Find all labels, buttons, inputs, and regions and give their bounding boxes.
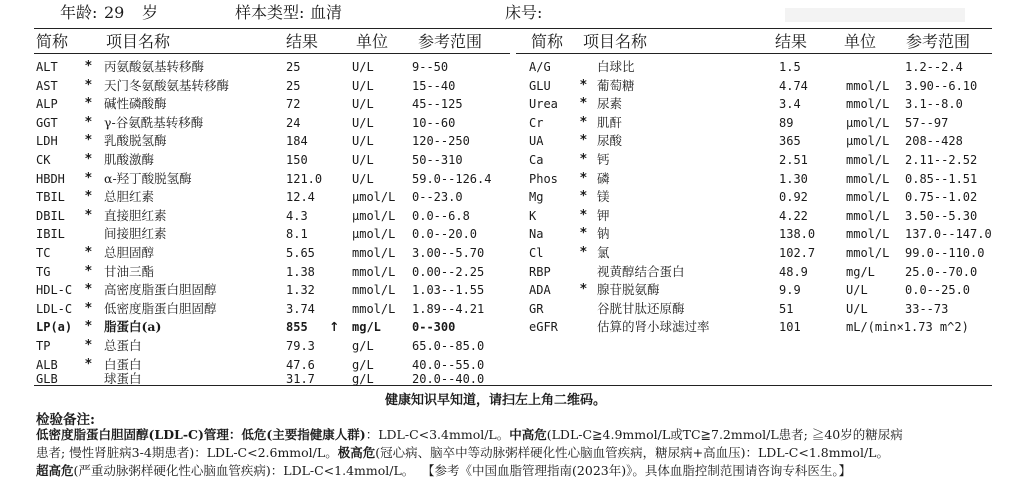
test-range: 0--23.0 bbox=[412, 190, 463, 205]
test-unit: U/L bbox=[846, 283, 868, 298]
test-unit: U/L bbox=[352, 153, 374, 167]
test-abbr: HBDH bbox=[36, 171, 65, 186]
test-unit: U/L bbox=[352, 115, 374, 130]
test-name: 磷 bbox=[597, 170, 610, 186]
test-abbr: GGT bbox=[36, 115, 58, 130]
star-marker: * bbox=[85, 96, 92, 112]
table-row bbox=[0, 151, 1028, 169]
test-name: 总胆红素 bbox=[104, 189, 155, 205]
test-result: 102.7 bbox=[779, 246, 816, 260]
star-marker: * bbox=[580, 96, 587, 112]
test-range: 1.03--1.55 bbox=[412, 283, 485, 298]
test-name: 视黄醇结合蛋白 bbox=[597, 263, 685, 279]
test-range: 45--125 bbox=[412, 97, 463, 112]
test-unit: mmol/L bbox=[846, 208, 890, 223]
test-abbr: TG bbox=[36, 264, 51, 279]
star-marker: * bbox=[85, 133, 92, 149]
test-name: 白球比 bbox=[597, 59, 635, 74]
test-abbr: K bbox=[529, 208, 537, 223]
star-marker: * bbox=[85, 170, 92, 186]
test-abbr: Phos bbox=[529, 171, 558, 186]
mid-high-risk-label: 中高危 bbox=[509, 427, 547, 442]
test-unit: μmol/L bbox=[846, 115, 890, 130]
table-row bbox=[0, 281, 1028, 299]
table-row bbox=[0, 263, 1028, 281]
remarks-title: 检验备注: bbox=[36, 412, 95, 428]
table-row bbox=[0, 244, 1028, 262]
test-result: 4.22 bbox=[779, 208, 808, 223]
guideline-reference: 【参考《中国血脂管理指南(2023年)》。具体血脂控制范围请咨询专科医生。】 bbox=[428, 463, 852, 478]
remarks-line-2 bbox=[36, 444, 889, 462]
test-name: 总胆固醇 bbox=[104, 245, 155, 260]
test-result: 31.7 bbox=[286, 372, 315, 386]
table-row bbox=[0, 300, 1028, 318]
test-unit: mg/L bbox=[846, 264, 875, 279]
table-row bbox=[0, 318, 1028, 336]
test-name: 肌酸激酶 bbox=[104, 152, 155, 167]
table-row bbox=[0, 132, 1028, 150]
star-marker: * bbox=[85, 189, 92, 205]
test-range: 65.0--85.0 bbox=[412, 339, 485, 353]
test-unit: mg/L bbox=[352, 320, 381, 335]
test-unit: U/L bbox=[352, 97, 374, 112]
remarks-line-1 bbox=[36, 426, 903, 444]
test-abbr: DBIL bbox=[36, 208, 65, 223]
test-name: 尿酸 bbox=[597, 133, 623, 149]
test-unit: U/L bbox=[352, 60, 374, 74]
test-unit: U/L bbox=[352, 171, 374, 186]
test-result: 1.32 bbox=[286, 283, 315, 298]
col-result-right: 结果 bbox=[775, 32, 808, 51]
test-name: 钙 bbox=[597, 152, 610, 167]
test-unit: mmol/L bbox=[352, 264, 396, 279]
test-name: 球蛋白 bbox=[104, 371, 142, 386]
test-result: 101 bbox=[779, 320, 801, 335]
star-marker: * bbox=[580, 77, 587, 93]
star-marker: * bbox=[85, 207, 92, 223]
test-range: 20.0--40.0 bbox=[412, 372, 485, 386]
test-result: 365 bbox=[779, 134, 801, 149]
test-name: 间接胆红素 bbox=[104, 226, 167, 242]
test-range: 33--73 bbox=[905, 301, 949, 316]
test-unit: mmol/L bbox=[846, 97, 890, 112]
test-abbr: ALB bbox=[36, 357, 58, 372]
test-result: 0.92 bbox=[779, 190, 808, 205]
table-row bbox=[0, 225, 1028, 243]
star-marker: * bbox=[580, 170, 587, 186]
star-marker: * bbox=[580, 152, 587, 167]
table-row bbox=[0, 207, 1028, 225]
extreme-risk-criteria: (严重动脉粥样硬化性心脑血管疾病)：LDL-C<1.4mmol/L。 bbox=[73, 463, 415, 478]
test-abbr: Mg bbox=[529, 190, 544, 205]
test-result: 5.65 bbox=[286, 246, 315, 260]
test-name: 钾 bbox=[597, 207, 610, 223]
test-range: 3.90--6.10 bbox=[905, 78, 978, 93]
test-abbr: GLU bbox=[529, 78, 551, 93]
star-marker: * bbox=[85, 356, 92, 372]
sample-type-label: 样本类型: bbox=[235, 3, 305, 22]
age-value: 29 bbox=[104, 3, 125, 22]
test-name: 碱性磷酸酶 bbox=[104, 96, 167, 112]
test-range: 0.00--2.25 bbox=[412, 264, 485, 279]
test-result: 1.38 bbox=[286, 264, 315, 279]
test-unit: mL/(min×1.73 m^2) bbox=[846, 320, 969, 335]
sample-type-value: 血清 bbox=[310, 3, 343, 22]
test-result: 9.9 bbox=[779, 283, 801, 298]
star-marker: * bbox=[85, 282, 92, 298]
test-abbr: Cl bbox=[529, 246, 544, 260]
test-range: 1.89--4.21 bbox=[412, 301, 485, 316]
test-unit: μmol/L bbox=[352, 227, 396, 242]
test-unit: U/L bbox=[846, 301, 868, 316]
test-range: 208--428 bbox=[905, 134, 963, 149]
test-result: 25 bbox=[286, 78, 301, 93]
test-unit: μmol/L bbox=[352, 190, 396, 205]
header-rule-right bbox=[516, 53, 992, 54]
test-unit: μmol/L bbox=[846, 134, 890, 149]
test-range: 0.0--20.0 bbox=[412, 227, 478, 242]
ldl-management-heading: 低密度脂蛋白胆固醇(LDL-C)管理：低危(主要指健康人群) bbox=[36, 427, 366, 442]
test-unit: U/L bbox=[352, 134, 374, 149]
test-name: γ-谷氨酰基转移酶 bbox=[104, 114, 204, 130]
age-unit: 岁 bbox=[142, 3, 159, 22]
extreme-risk-label: 超高危 bbox=[36, 463, 74, 478]
test-unit: mmol/L bbox=[846, 227, 890, 242]
test-result: 89 bbox=[779, 115, 794, 130]
test-range: 59.0--126.4 bbox=[412, 171, 492, 186]
test-abbr: ALP bbox=[36, 97, 58, 112]
star-marker: * bbox=[85, 152, 92, 167]
test-abbr: Ca bbox=[529, 153, 544, 167]
test-name: 腺苷脱氨酶 bbox=[597, 282, 660, 298]
col-name-right: 项目名称 bbox=[583, 32, 648, 51]
test-name: 白蛋白 bbox=[104, 356, 142, 372]
test-result: 8.1 bbox=[286, 227, 308, 242]
test-abbr: ADA bbox=[529, 283, 551, 298]
test-abbr: TP bbox=[36, 339, 51, 353]
header-rule-left bbox=[34, 53, 510, 54]
test-abbr: LDL-C bbox=[36, 301, 73, 316]
test-unit: mmol/L bbox=[846, 78, 890, 93]
test-abbr: Urea bbox=[529, 97, 558, 112]
test-abbr: eGFR bbox=[529, 320, 558, 335]
low-risk-target: ：LDL-C<3.4mmol/L。 bbox=[365, 427, 510, 442]
col-abbr-right: 简称 bbox=[531, 32, 564, 51]
test-unit: mmol/L bbox=[846, 246, 890, 260]
mid-high-risk-criteria: (LDL-C≧4.9mmol/L或TC≧7.2mmol/L患者; ≧40岁的糖尿病 bbox=[546, 427, 903, 442]
test-result: 1.30 bbox=[779, 171, 808, 186]
test-range: 0--300 bbox=[412, 320, 456, 335]
test-abbr: GR bbox=[529, 301, 544, 316]
test-name: 氯 bbox=[597, 245, 610, 260]
test-result: 138.0 bbox=[779, 227, 816, 242]
test-abbr: ALT bbox=[36, 60, 58, 74]
test-range: 0.0--6.8 bbox=[412, 208, 470, 223]
test-unit: U/L bbox=[352, 78, 374, 93]
test-name: 估算的肾小球滤过率 bbox=[597, 319, 710, 335]
test-name: 肌酐 bbox=[597, 114, 623, 130]
test-name: 低密度脂蛋白胆固醇 bbox=[104, 300, 217, 316]
col-range-left: 参考范围 bbox=[418, 32, 483, 51]
test-result: 72 bbox=[286, 97, 301, 112]
test-unit: mmol/L bbox=[846, 171, 890, 186]
test-range: 2.11--2.52 bbox=[905, 153, 978, 167]
test-range: 40.0--55.0 bbox=[412, 357, 485, 372]
star-marker: * bbox=[85, 319, 92, 335]
star-marker: * bbox=[580, 207, 587, 223]
col-unit-left: 单位 bbox=[356, 32, 389, 51]
test-abbr: RBP bbox=[529, 264, 551, 279]
table-row bbox=[0, 95, 1028, 113]
test-range: 57--97 bbox=[905, 115, 949, 130]
star-marker: * bbox=[85, 114, 92, 130]
test-abbr: TBIL bbox=[36, 190, 65, 205]
star-marker: * bbox=[580, 245, 587, 260]
test-result: 4.74 bbox=[779, 78, 808, 93]
test-range: 3.1--8.0 bbox=[905, 97, 963, 112]
test-abbr: CK bbox=[36, 153, 51, 167]
test-abbr: LP(a) bbox=[36, 320, 73, 335]
test-result: 4.3 bbox=[286, 208, 308, 223]
test-abbr: TC bbox=[36, 246, 51, 260]
test-abbr: LDH bbox=[36, 134, 58, 149]
test-name: 甘油三酯 bbox=[104, 263, 155, 279]
test-abbr: Cr bbox=[529, 115, 544, 130]
test-name: 钠 bbox=[597, 226, 610, 242]
bed-number-label: 床号: bbox=[505, 3, 543, 22]
test-result: 48.9 bbox=[779, 264, 808, 279]
test-name: 天门冬氨酸氨基转移酶 bbox=[104, 77, 230, 93]
test-range: 3.00--5.70 bbox=[412, 246, 485, 260]
test-name: 直接胆红素 bbox=[104, 207, 167, 223]
test-result: 2.51 bbox=[779, 153, 808, 167]
table-row bbox=[0, 77, 1028, 95]
test-result: 3.74 bbox=[286, 301, 315, 316]
test-abbr: Na bbox=[529, 227, 544, 242]
test-unit: mmol/L bbox=[352, 246, 396, 260]
remarks-line-3 bbox=[36, 462, 851, 480]
test-name: 镁 bbox=[597, 189, 610, 205]
col-abbr-left: 简称 bbox=[36, 32, 69, 51]
very-high-risk-label: 极高危 bbox=[337, 445, 376, 460]
table-row bbox=[0, 114, 1028, 132]
test-unit: g/L bbox=[352, 357, 374, 372]
test-range: 15--40 bbox=[412, 78, 456, 93]
top-rule bbox=[34, 28, 992, 29]
test-range: 10--60 bbox=[412, 115, 456, 130]
redacted-area bbox=[785, 8, 965, 22]
test-range: 1.2--2.4 bbox=[905, 60, 963, 74]
qr-notice: 健康知识早知道，请扫左上角二维码。 bbox=[385, 393, 607, 408]
mid-high-risk-target: 患者; 慢性肾脏病3-4期患者)：LDL-C<2.6mmol/L。 bbox=[36, 445, 338, 460]
test-abbr: A/G bbox=[529, 60, 551, 74]
test-name: 乳酸脱氢酶 bbox=[104, 133, 167, 149]
col-range-right: 参考范围 bbox=[906, 32, 971, 51]
test-name: 脂蛋白(a) bbox=[104, 319, 162, 335]
col-name-left: 项目名称 bbox=[106, 32, 171, 51]
test-range: 99.0--110.0 bbox=[905, 246, 985, 260]
test-abbr: IBIL bbox=[36, 227, 65, 242]
test-result: 150 bbox=[286, 153, 308, 167]
star-marker: * bbox=[580, 133, 587, 149]
test-name: 总蛋白 bbox=[104, 338, 142, 353]
very-high-risk-criteria: (冠心病、脑卒中等动脉粥样硬化性心脑血管疾病，糖尿病+高血压)：LDL-C<1.8mmol/L。 bbox=[375, 445, 889, 460]
test-result: 121.0 bbox=[286, 171, 323, 186]
test-name: 谷胱甘肽还原酶 bbox=[597, 300, 685, 316]
test-unit: g/L bbox=[352, 339, 374, 353]
test-unit: mmol/L bbox=[846, 190, 890, 205]
star-marker: * bbox=[85, 338, 92, 353]
test-range: 137.0--147.0 bbox=[905, 227, 992, 242]
table-row bbox=[0, 170, 1028, 188]
test-abbr: UA bbox=[529, 134, 544, 149]
test-unit: mmol/L bbox=[846, 153, 890, 167]
test-result: 24 bbox=[286, 115, 301, 130]
test-unit: mmol/L bbox=[352, 301, 396, 316]
table-row bbox=[0, 337, 512, 355]
test-result: 855 bbox=[286, 320, 308, 335]
star-marker: * bbox=[85, 263, 92, 279]
test-name: 葡萄糖 bbox=[597, 77, 635, 93]
star-marker: * bbox=[85, 300, 92, 316]
table-row bbox=[0, 188, 1028, 206]
test-unit: mmol/L bbox=[352, 283, 396, 298]
test-range: 0.85--1.51 bbox=[905, 171, 978, 186]
test-range: 0.75--1.02 bbox=[905, 190, 978, 205]
test-name: 高密度脂蛋白胆固醇 bbox=[104, 282, 217, 298]
test-range: 9--50 bbox=[412, 60, 449, 74]
test-result: 184 bbox=[286, 134, 308, 149]
age-label: 年龄: bbox=[60, 3, 98, 22]
test-range: 120--250 bbox=[412, 134, 470, 149]
star-marker: * bbox=[580, 282, 587, 298]
star-marker: * bbox=[85, 245, 92, 260]
star-marker: * bbox=[580, 114, 587, 130]
test-range: 0.0--25.0 bbox=[905, 283, 971, 298]
test-abbr: AST bbox=[36, 78, 58, 93]
test-name: 尿素 bbox=[597, 96, 623, 112]
test-name: α-羟丁酸脱氢酶 bbox=[104, 170, 192, 186]
test-result: 51 bbox=[779, 301, 794, 316]
table-row bbox=[0, 58, 1028, 76]
test-unit: g/L bbox=[352, 372, 374, 386]
star-marker: * bbox=[580, 189, 587, 205]
star-marker: * bbox=[85, 59, 92, 74]
test-result: 3.4 bbox=[779, 97, 801, 112]
up-arrow-flag: ↑ bbox=[329, 319, 340, 335]
test-result: 12.4 bbox=[286, 190, 315, 205]
test-unit: μmol/L bbox=[352, 208, 396, 223]
test-name: 丙氨酸氨基转移酶 bbox=[104, 59, 205, 74]
test-result: 47.6 bbox=[286, 357, 315, 372]
test-result: 1.5 bbox=[779, 60, 801, 74]
test-result: 25 bbox=[286, 60, 301, 74]
test-range: 50--310 bbox=[412, 153, 463, 167]
test-result: 79.3 bbox=[286, 339, 315, 353]
col-result-left: 结果 bbox=[286, 32, 319, 51]
star-marker: * bbox=[580, 226, 587, 242]
test-abbr: GLB bbox=[36, 372, 58, 386]
star-marker: * bbox=[85, 77, 92, 93]
test-abbr: HDL-C bbox=[36, 283, 73, 298]
bottom-rule bbox=[34, 385, 992, 386]
test-range: 3.50--5.30 bbox=[905, 208, 978, 223]
col-unit-right: 单位 bbox=[844, 32, 877, 51]
test-range: 25.0--70.0 bbox=[905, 264, 978, 279]
